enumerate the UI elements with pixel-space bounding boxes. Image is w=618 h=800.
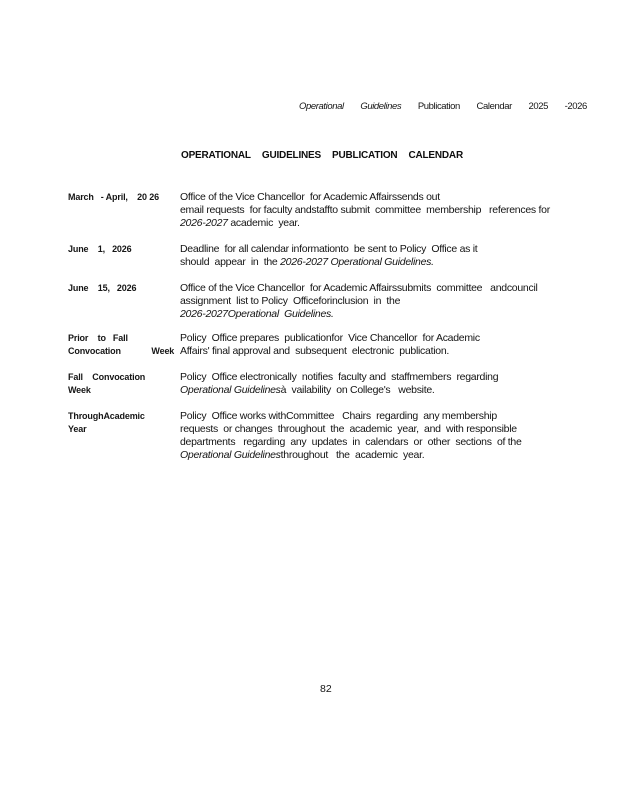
title-word: PUBLICATION xyxy=(332,150,398,161)
text-segment: Office of the Vice Chancellor for Academic Affairssubmits committee andcouncil xyxy=(180,282,538,294)
calendar-row-date xyxy=(68,332,180,358)
header-word: 2025 xyxy=(528,101,549,112)
calendar-row-description xyxy=(180,332,480,358)
description-line xyxy=(180,308,538,321)
calendar-row xyxy=(68,282,538,321)
text-segment: Office of the Vice Chancellor for Academic Affairssends out xyxy=(180,191,440,203)
text-segment: à vailability on College's website. xyxy=(280,384,435,396)
calendar-row xyxy=(68,371,498,397)
text-segment: email requests for faculty andstaffto submit committee membership references for xyxy=(180,204,550,216)
description-line xyxy=(180,243,477,256)
date-line: Week xyxy=(68,385,91,395)
calendar-row-date xyxy=(68,282,180,295)
description-line xyxy=(180,204,550,217)
description-line xyxy=(180,217,550,230)
date-line: March - April, 20 26 xyxy=(68,192,159,202)
description-line xyxy=(180,384,498,397)
text-segment: departments regarding any updates in calendars or other sections of the xyxy=(180,436,522,448)
text-segment: Policy Office works withCommittee Chairs regarding any membership xyxy=(180,410,497,422)
description-line xyxy=(180,371,498,384)
calendar-row-description xyxy=(180,282,538,321)
description-line xyxy=(180,256,477,269)
calendar-row-date xyxy=(68,191,180,204)
header-word: Publication xyxy=(417,101,460,112)
text-segment: assignment list to Policy Officeforinclusion in the xyxy=(180,295,401,307)
description-line xyxy=(180,423,522,436)
date-line: Prior to Fall xyxy=(68,333,128,343)
title-word: CALENDAR xyxy=(408,150,463,161)
text-segment: Policy Office prepares publicationfor Vice Chancellor for Academic xyxy=(180,332,480,344)
calendar-row xyxy=(68,410,522,462)
italic-text-segment: Operational Guidelines xyxy=(180,449,281,461)
calendar-row xyxy=(68,243,477,269)
text-segment: Policy Office electronically notifies faculty and staffmembers regarding xyxy=(180,371,499,383)
text-segment: Deadline for all calendar informationto be sent to Policy Office as it xyxy=(180,243,478,255)
italic-text-segment: 2026-2027 xyxy=(180,217,228,229)
text-segment: throughout the academic year. xyxy=(280,449,425,461)
text-segment: requests or changes throughout the academic year, and with responsible xyxy=(180,423,517,435)
text-segment: Affairs' final approval and subsequent electronic publication. xyxy=(180,345,450,357)
italic-text-segment: 2026-2027 Operational Guidelines. xyxy=(280,256,434,268)
calendar-row-description xyxy=(180,243,477,269)
title-word: OPERATIONAL xyxy=(181,150,251,161)
calendar-row-description xyxy=(180,410,522,462)
date-line: June 15, 2026 xyxy=(68,283,137,293)
description-line xyxy=(180,295,538,308)
running-header xyxy=(299,101,587,112)
text-segment: academic year. xyxy=(227,217,300,229)
calendar-row-date xyxy=(68,371,180,397)
calendar-row xyxy=(68,191,550,230)
date-line: Year xyxy=(68,424,87,434)
calendar-row-description xyxy=(180,371,498,397)
title-word: GUIDELINES xyxy=(261,150,321,161)
description-line xyxy=(180,410,522,423)
calendar-row-description xyxy=(180,191,550,230)
description-line xyxy=(180,332,480,345)
italic-text-segment: Operational Guidelines xyxy=(180,384,281,396)
description-line xyxy=(180,449,522,462)
description-line xyxy=(180,345,480,358)
date-line: June 1, 2026 xyxy=(68,244,132,254)
date-line: Convocation Week xyxy=(68,346,175,356)
header-word: Operational xyxy=(299,101,344,112)
description-line xyxy=(180,191,550,204)
description-line xyxy=(180,282,538,295)
italic-text-segment: 2026-2027Operational Guidelines. xyxy=(180,308,334,320)
calendar-row-date xyxy=(68,243,180,256)
text-segment: should appear in the xyxy=(180,256,281,268)
page-title xyxy=(181,150,463,161)
description-line xyxy=(180,436,522,449)
date-line: ThroughAcademic xyxy=(68,411,145,421)
header-word: Guidelines xyxy=(360,101,402,112)
header-word: -2026 xyxy=(564,101,587,112)
date-line: Fall Convocation xyxy=(68,372,146,382)
header-word: Calendar xyxy=(476,101,512,112)
page-number: 82 xyxy=(320,683,332,695)
calendar-row xyxy=(68,332,480,358)
calendar-row-date xyxy=(68,410,180,436)
